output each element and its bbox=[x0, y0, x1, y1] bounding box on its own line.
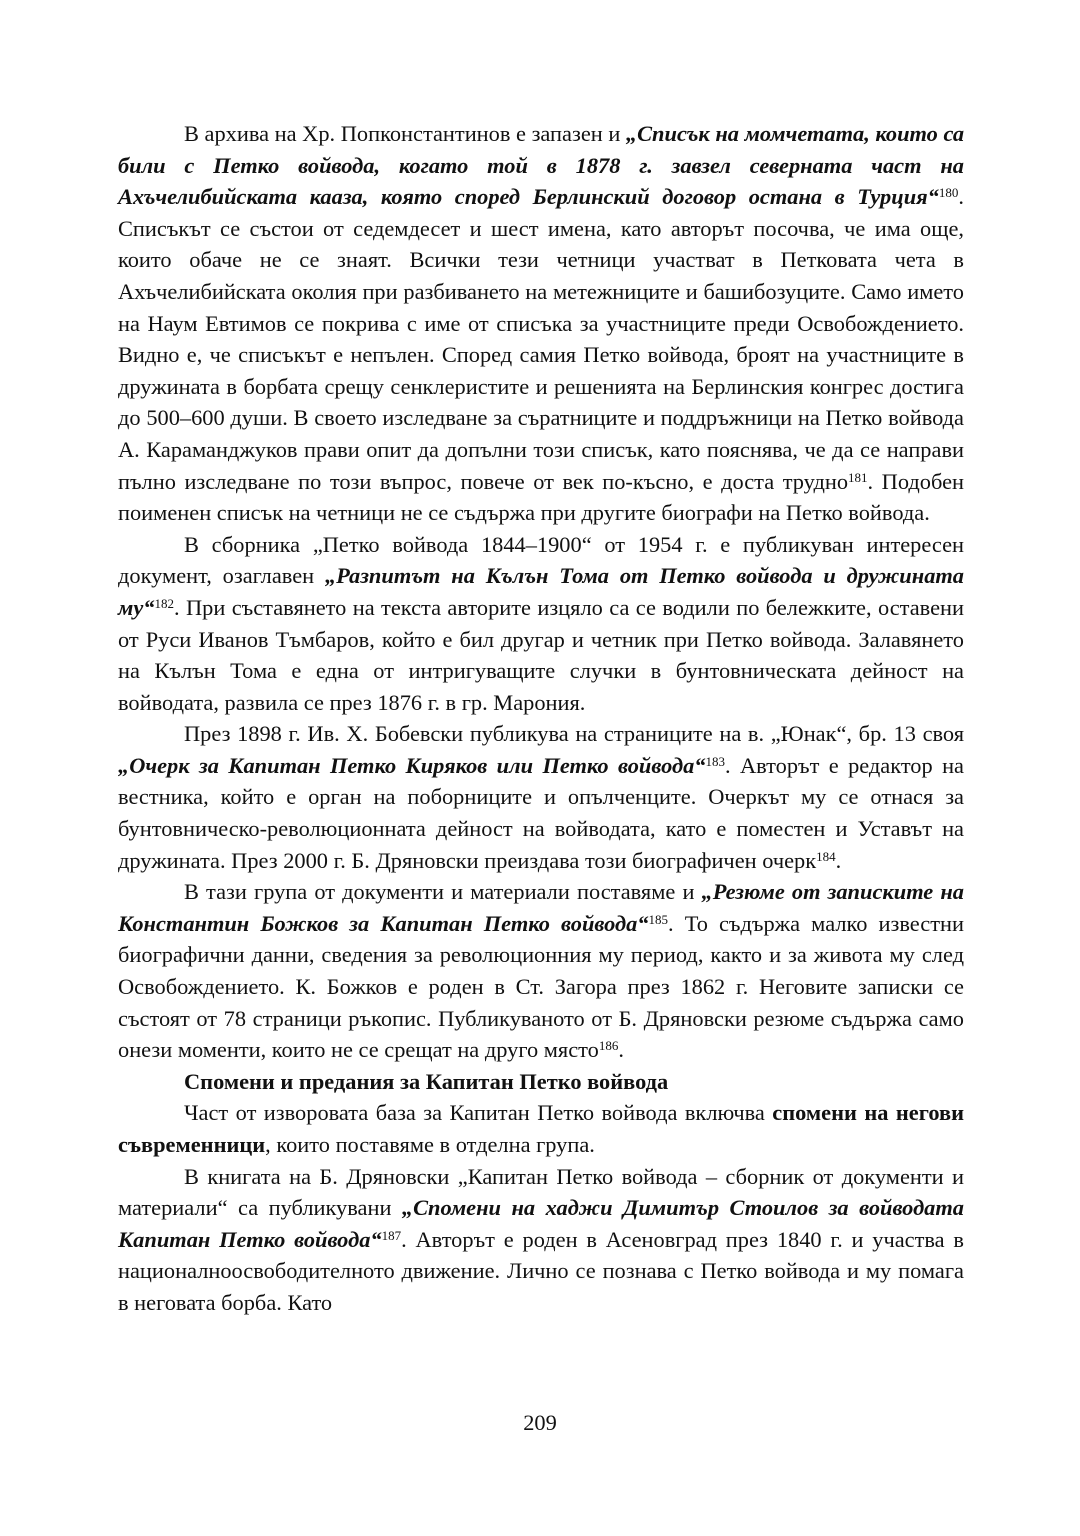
paragraph-4 bbox=[118, 876, 964, 1066]
footnote-ref: 184 bbox=[816, 848, 836, 864]
section-heading: Спомени и предания за Капитан Петко войвода bbox=[184, 1068, 669, 1094]
emphasized-title: „Очерк за Капитан Петко Киряков или Петко войвода“ bbox=[118, 752, 706, 778]
footnote-ref: 186 bbox=[598, 1038, 619, 1054]
emphasized-title: „Списък на момчетата, които са били с Петко войвода, когато той в 1878 г. завзел северната част на Ахъчелибийската кааза, която според Берлинский договор остана в Турция“ bbox=[118, 121, 965, 210]
text-run: . bbox=[835, 847, 842, 873]
footnote-ref: 180 bbox=[938, 185, 959, 201]
footnote-ref: 187 bbox=[381, 1227, 402, 1243]
text-run: В тази група от документи и материали поставяме и bbox=[184, 879, 702, 905]
bold-text: спомени на негови съвременници bbox=[118, 1100, 964, 1157]
footnote-ref: 185 bbox=[648, 911, 668, 927]
footnote-ref: 183 bbox=[705, 753, 725, 769]
text-run: . bbox=[618, 1037, 624, 1063]
paragraph-1 bbox=[118, 118, 964, 529]
paragraph-2 bbox=[118, 529, 964, 719]
text-run: Част от изворовата база за Капитан Петко войвода включва bbox=[184, 1100, 773, 1126]
paragraph-6 bbox=[118, 1161, 964, 1319]
text-run: . При съставянето на текста авторите изцяло са се водили по бележките, оставени от Руси Иванов Тъмбаров, който е бил другар и четник при Петко войвода. Залавянето на Кълън Тома е една от интригуващите случки в бунтовническата дейност на войводата, развила се през 1876 г. в гр. Марония. bbox=[118, 594, 964, 715]
page-number: 209 bbox=[523, 1410, 557, 1435]
emphasized-title: „Разпитът на Кълън Тома от Петко войвода и дружината му“ bbox=[118, 563, 965, 620]
footnote-ref: 182 bbox=[154, 595, 174, 611]
footnote-ref: 181 bbox=[848, 469, 868, 485]
text-run: В сборника „Петко войвода 1844–1900“ от 1954 г. е публикуван интересен документ, озаглавен bbox=[118, 531, 964, 589]
text-run: . Авторът е редактор на вестника, който е орган на поборниците и опълченците. Очеркът му се отнася за бунтовническо-революционната дейност на войводата, като е поместен и Уставът на дружината. През 2000 г. Б. Дряновски преиздава този биографичен очерк bbox=[118, 752, 964, 873]
text-run: , които поставяме в отделна група. bbox=[265, 1132, 595, 1157]
text-run: . Списъкът се състои от седемдесет и шест имена, като авторът посочва, че има още, които обаче не се знаят. Всички тези четници участват в Петковата чета в Ахъчелибийската околия при разбиването на метежниците и башибозуците. Само името на Наум Евтимов се покрива с име от списъка за участниците преди Освобождението. Видно е, че списъкът е непълен. Според самия Петко войвода, броят на участниците в дружината в борбата срещу сенклеристите и решенията на Берлинския конгрес достига до 500–600 души. В своето изследване за съратниците и поддръжници на Петко войвода А. Караманджуков прави опит да допълни този списък, като пояснява, че да се направи пълно изследване по този въпрос, повече от век по-късно, е доста трудно bbox=[118, 184, 964, 494]
text-run: В архива на Хр. Попконстантинов е запазен и bbox=[184, 121, 626, 146]
paragraph-3 bbox=[118, 718, 964, 876]
emphasized-title: „Резюме от записките на Константин Божков за Капитан Петко войвода“ bbox=[118, 879, 964, 936]
text-run: . Подобен поименен списък на четници не се съдържа при другите биографи на Петко войвода. bbox=[118, 468, 964, 526]
text-run: През 1898 г. Ив. Х. Бобевски публикува на страниците на в. „Юнак“, бр. 13 своя bbox=[184, 721, 964, 747]
text-run: . Авторът е роден в Асеновград през 1840 г. и участва в националноосвободителното движение. Лично се познава с Петко войвода и му помага в неговата борба. Като bbox=[118, 1226, 965, 1315]
page-body bbox=[118, 118, 964, 1319]
paragraph-5 bbox=[118, 1097, 964, 1160]
text-run: . То съдържа малко известни биографични данни, сведения за революционния му период, както и за живота му след Освобождението. К. Божков е роден в Ст. Загора през 1862 г. Неговите записки се състоят от 78 страници ръкопис. Публикуваното от Б. Дряновски резюме съдържа само онези моменти, които не се срещат на друго място bbox=[118, 910, 964, 1063]
text-run: В книгата на Б. Дряновски „Капитан Петко войвода – сборник от документи и материали“ са публикувани bbox=[118, 1163, 964, 1221]
emphasized-title: „Спомени на хаджи Димитър Стоилов за войводата Капитан Петко войвода“ bbox=[118, 1195, 964, 1252]
